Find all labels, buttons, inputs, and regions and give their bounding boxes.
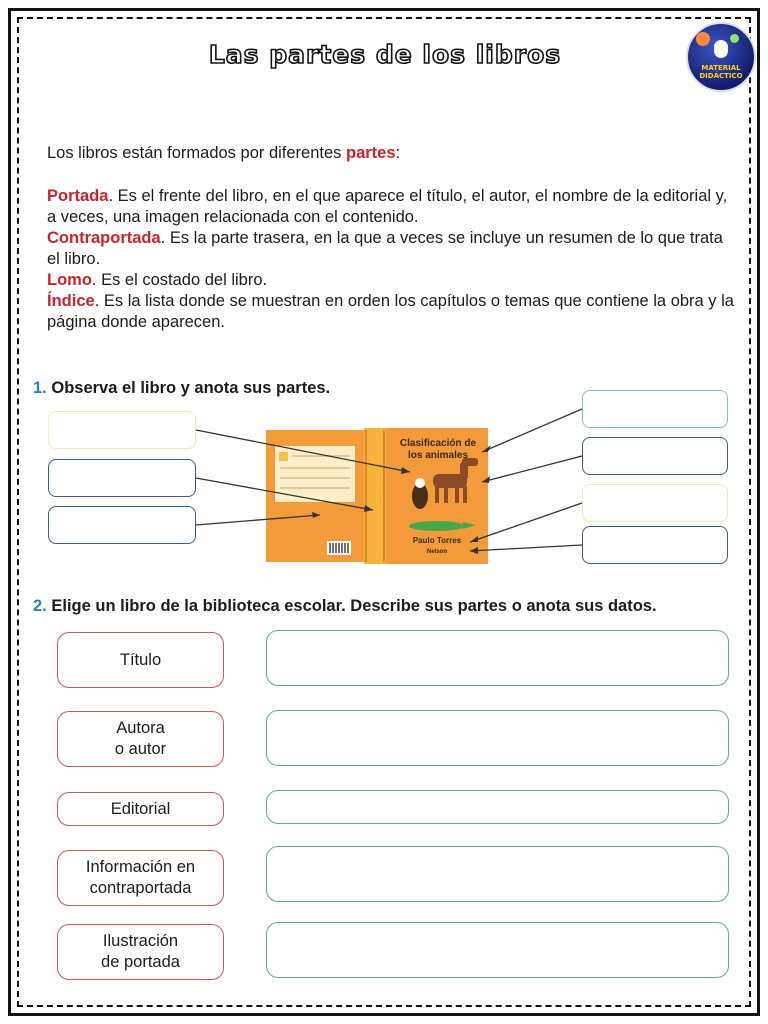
q1-answer-box-5[interactable] — [582, 437, 728, 475]
row-label-ilustracion: Ilustración de portada — [57, 924, 224, 980]
row-label-titulo: Título — [57, 632, 224, 688]
worksheet-title: Las partes de los libros — [208, 40, 562, 69]
answer-field-ilustracion[interactable] — [266, 922, 729, 978]
definition-lomo: Lomo. Es el costado del libro. — [47, 271, 268, 289]
intro-highlight: partes — [346, 144, 396, 162]
row-label-contraportada: Información en contraportada — [57, 850, 224, 906]
answer-field-titulo[interactable] — [266, 630, 729, 686]
q1-answer-box-4[interactable] — [582, 390, 728, 428]
q1-answer-box-7[interactable] — [582, 526, 728, 564]
answer-field-autor[interactable] — [266, 710, 729, 766]
book-cover-title: Clasificación de los animales — [399, 438, 477, 461]
q1-answer-box-6[interactable] — [582, 484, 728, 522]
definition-contraportada: Contraportada. Es la parte trasera, en la que a veces se incluye un resumen de lo que trata el libro. — [47, 229, 723, 268]
definition-indice: Índice. Es la lista donde se muestran en orden los capítulos o temas que contiene la obra y la página donde aparecen. — [47, 292, 734, 331]
q1-answer-box-1[interactable] — [48, 411, 196, 449]
book-cover-publisher: Nelson — [426, 549, 447, 555]
q1-answer-box-2[interactable] — [48, 459, 196, 497]
question-1: 1. Observa el libro y anota sus partes. — [33, 379, 331, 397]
book-spine — [364, 428, 386, 564]
answer-field-editorial[interactable] — [266, 790, 729, 824]
row-label-autor: Autora o autor — [57, 711, 224, 767]
answer-field-contraportada[interactable] — [266, 846, 729, 902]
intro-text: Los libros están formados por diferentes partes: — [47, 144, 401, 162]
q1-answer-box-3[interactable] — [48, 506, 196, 544]
book-cover-author: Paulo Torres — [412, 536, 462, 545]
logo-text: MATERIAL DIDÁCTICO — [699, 64, 743, 80]
definition-portada: Portada. Es el frente del libro, en el que aparece el título, el autor, el nombre de la editorial y, a veces, una imagen relacionada con el contenido. — [47, 187, 728, 226]
row-label-editorial: Editorial — [57, 792, 224, 826]
question-2: 2. Elige un libro de la biblioteca escolar. Describe sus partes o anota sus datos. — [33, 597, 657, 615]
